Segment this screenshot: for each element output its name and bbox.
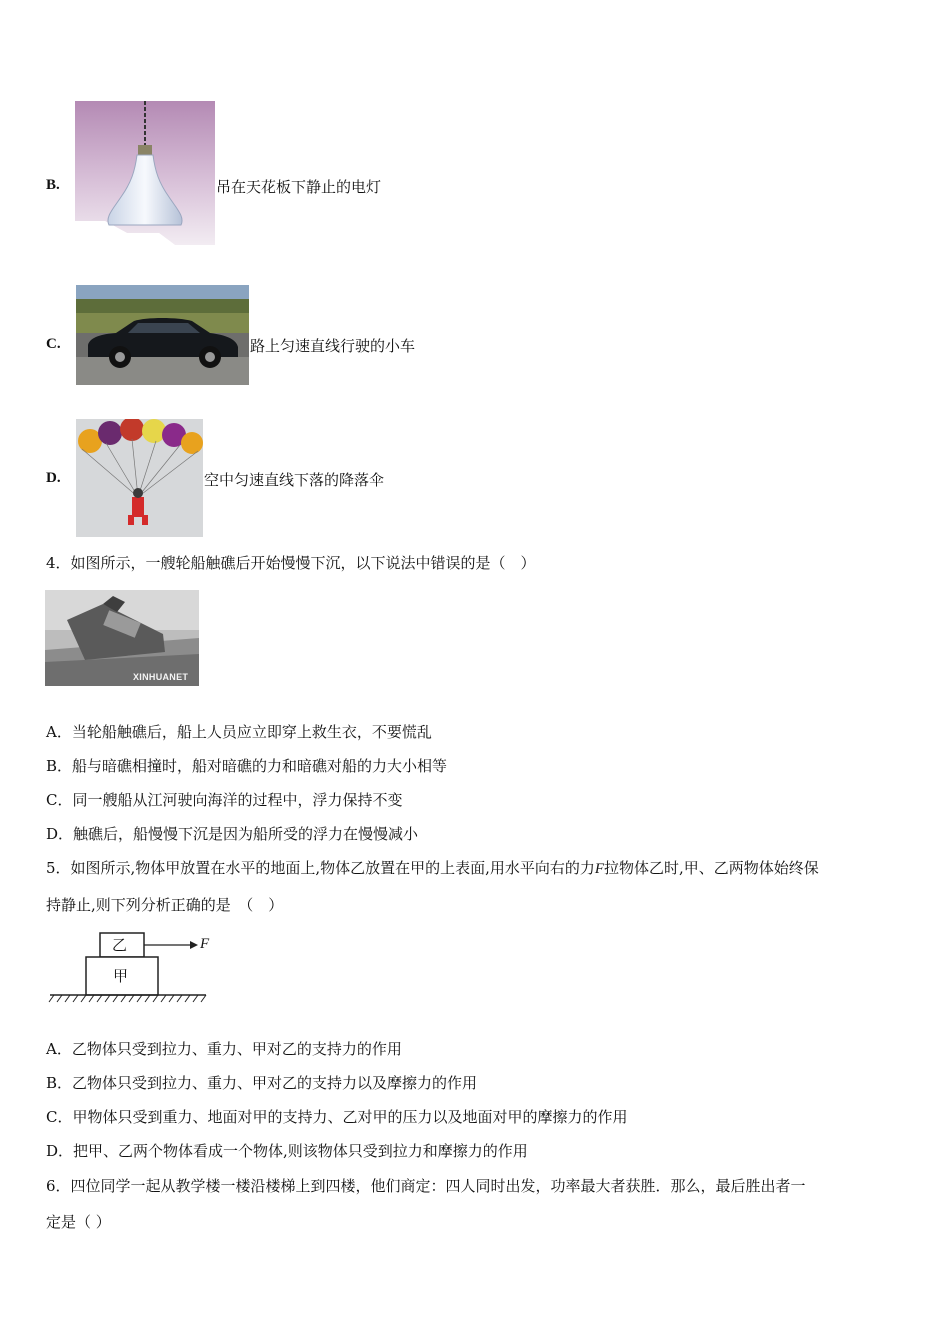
blocks-force-diagram xyxy=(48,930,213,1006)
option-letter-d: D. xyxy=(46,470,61,486)
force-f-label: F xyxy=(200,936,210,952)
question-5-option-a: A．乙物体只受到拉力、重力、甲对乙的支持力的作用 xyxy=(46,1040,402,1058)
question-5-stem-line1 xyxy=(46,858,819,879)
option-letter-c: C. xyxy=(46,336,61,352)
ship-image-watermark: XINHUANET xyxy=(133,672,189,682)
option-text-d: 空中匀速直线下落的降落伞 xyxy=(204,471,385,489)
option-letter-b: B. xyxy=(46,177,60,193)
pendant-lamp-image xyxy=(75,101,215,245)
parachute-image xyxy=(76,419,203,537)
question-5-stem-part2: 拉物体乙时,甲、乙两物体始终保 xyxy=(604,859,819,877)
question-4-option-b: B．船与暗礁相撞时，船对暗礁的力和暗礁对船的力大小相等 xyxy=(46,757,448,775)
question-5-option-d: D．把甲、乙两个物体看成一个物体,则该物体只受到拉力和摩擦力的作用 xyxy=(46,1142,528,1160)
sinking-ship-image xyxy=(45,590,199,686)
question-5-force-symbol: F xyxy=(594,861,605,877)
question-5-stem-part1: 5．如图所示,物体甲放置在水平的地面上,物体乙放置在甲的上表面,用水平向右的力 xyxy=(46,859,595,877)
option-text-c: 路上匀速直线行驶的小车 xyxy=(250,337,416,355)
option-text-b: 吊在天花板下静止的电灯 xyxy=(216,178,382,196)
question-5-stem-line2: 持静止,则下列分析正确的是 （ ） xyxy=(46,896,284,914)
question-5-option-b: B．乙物体只受到拉力、重力、甲对乙的支持力以及摩擦力的作用 xyxy=(46,1074,478,1092)
question-5-option-c: C．甲物体只受到重力、地面对甲的支持力、乙对甲的压力以及地面对甲的摩擦力的作用 xyxy=(46,1108,628,1126)
question-4-option-c: C．同一艘船从江河驶向海洋的过程中，浮力保持不变 xyxy=(46,791,403,809)
question-6-stem-line1: 6．四位同学一起从教学楼一楼沿楼梯上到四楼，他们商定：四人同时出发，功率最大者获胜．那么，最后胜出者一 xyxy=(46,1177,806,1195)
question-4-option-d: D．触礁后，船慢慢下沉是因为船所受的浮力在慢慢减小 xyxy=(46,825,419,843)
question-4-option-a: A．当轮船触礁后，船上人员应立即穿上救生衣，不要慌乱 xyxy=(46,723,432,741)
question-4-stem: 4．如图所示，一艘轮船触礁后开始慢慢下沉，以下说法中错误的是（ ） xyxy=(46,554,536,572)
question-6-stem-line2: 定是（ ） xyxy=(46,1213,111,1231)
block-yi-label: 乙 xyxy=(112,936,128,954)
car-image xyxy=(76,285,249,385)
block-jia-label: 甲 xyxy=(113,967,129,985)
